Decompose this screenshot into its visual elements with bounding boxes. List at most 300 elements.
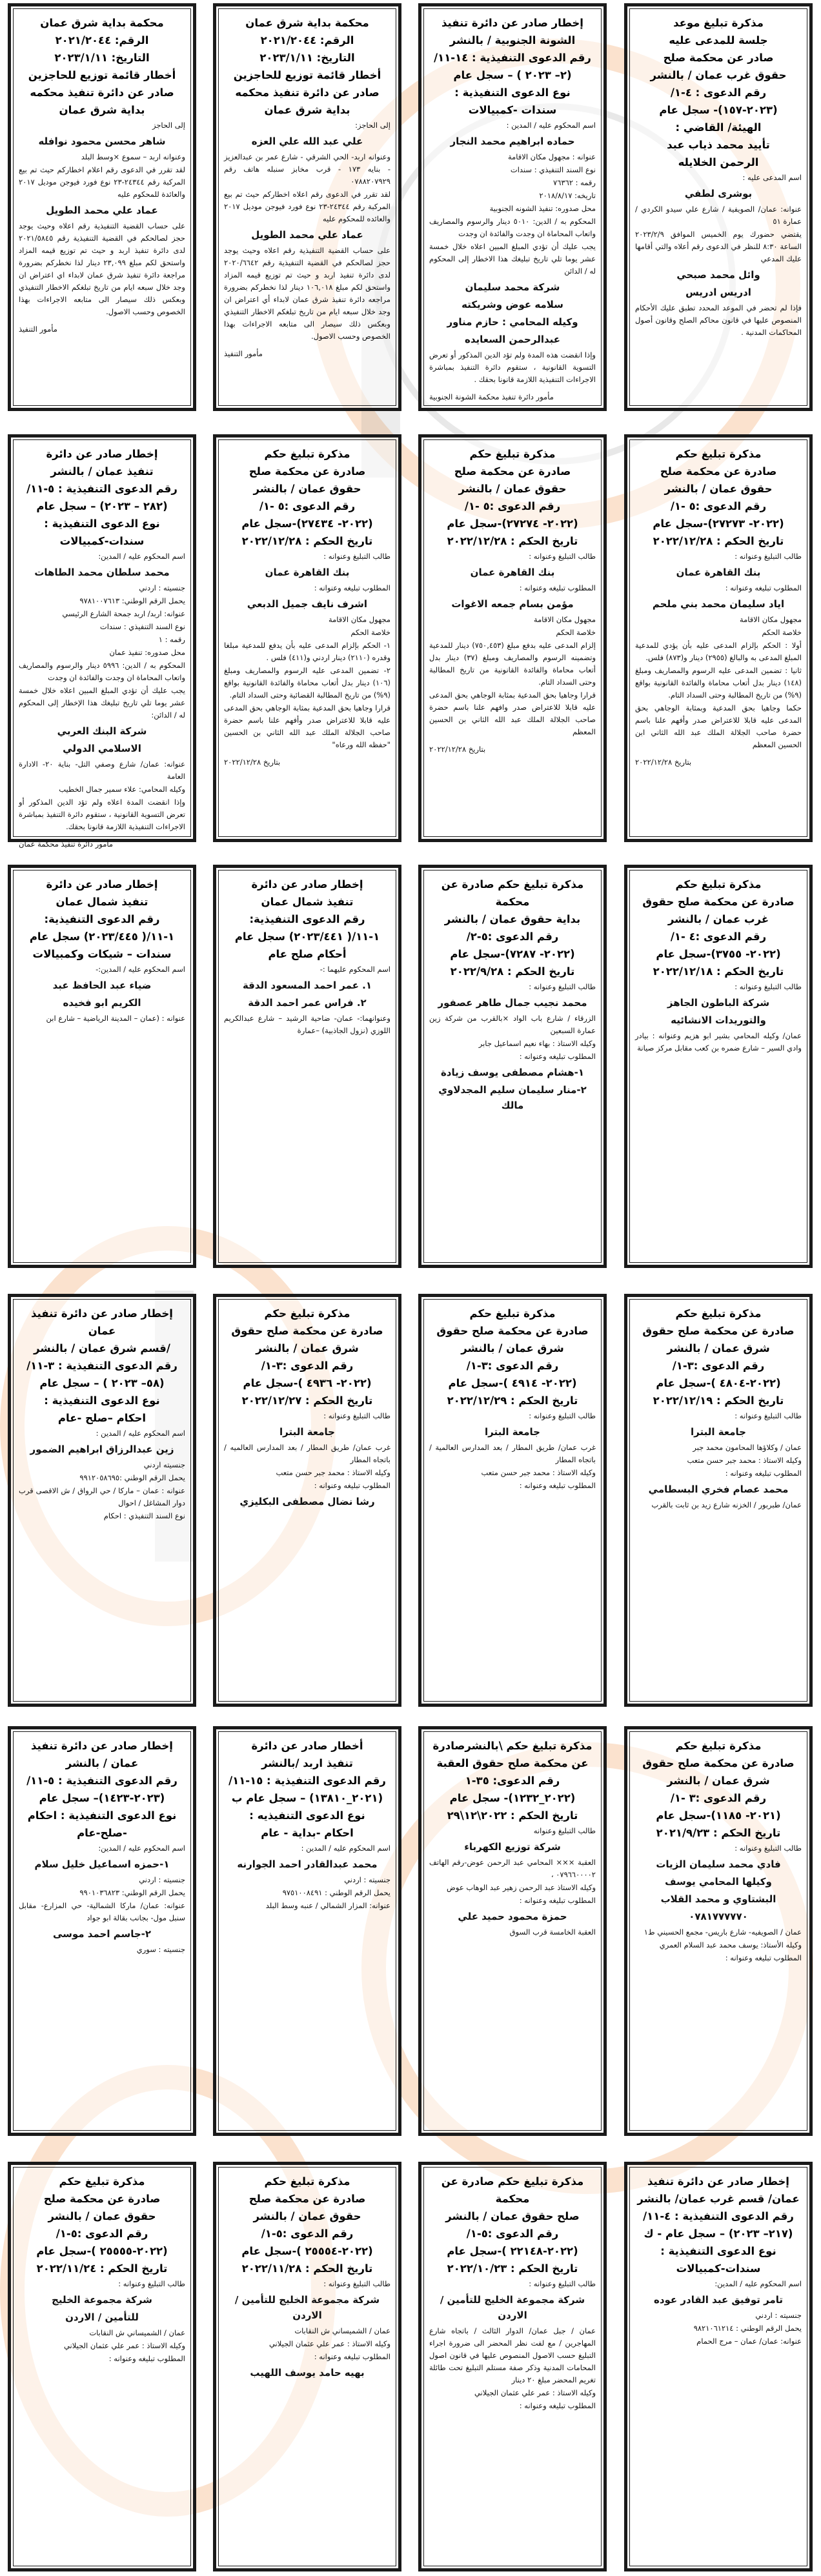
notice-signature: بتاريخ ٢٠٢٢/١٢/٢٨ (635, 758, 692, 767)
notice-box (418, 434, 607, 842)
notice-text: وكيله الاستاذ عبد الرحمن زهير عبد الوهاب عوض (446, 1883, 596, 1892)
notice-heading-line: (٢٠٢٢_١٢٣٢)- سجل عام (449, 1792, 576, 1804)
notice-heading-line: رقم الدعوى :٥-٢/ (466, 931, 559, 943)
notice-box (213, 865, 401, 1268)
notice-text: عمان / وكلاؤها المحامون محمد جبر (693, 1443, 802, 1452)
notice-heading-line: (٢٠٢٣-١٤٢٣)– سجل عام (39, 1792, 165, 1804)
notice-text: جنسيته : اردني (344, 1875, 390, 1884)
notice-heading-line: مذكرة تبليغ حكم (469, 1307, 556, 1320)
notice-heading-line: (٢٠٢٢- ٢٧٤٣٤)-سجل عام (241, 518, 373, 530)
notice-heading-line: تاريخ الحكم : ٢٠٢٢/١١/٢٨ (241, 2262, 373, 2275)
notice-text: فإذا لم تحضر في الموعد المحدد تطبق عليك الأحكام المنصوص عليها في قانون محاكم الصلح وقانون أصول المحاكمات المدنية . (635, 303, 802, 337)
notice-party-name: مؤمن بسام جمعه الاغوات (451, 598, 574, 610)
notice-heading-line: (٢٠٢٢-٤٨٠٤ )-سجل عام (656, 1377, 781, 1389)
notice-party-name: البشتاوي و محمد القلاب (660, 1893, 776, 1905)
notice-text: عمان / الشميساني ش النقابات (89, 2328, 185, 2337)
notice-heading-line: إخطار صادر عن دائرة (46, 878, 158, 891)
notice-text: عنوانه: عمان/ شارع وصفي التل- بناية ٢٠- الادارة العامة (19, 760, 185, 781)
notice-text: العقبة الخامسة قرب السوق (509, 1927, 596, 1937)
notice-text: جنسيته : اردني (139, 583, 185, 592)
notice-party-name: ٢-جاسم احمد موسى (52, 1928, 152, 1940)
notice-heading-line: رقم الدعوى التنفيذية : ٣-١١/ (26, 1360, 177, 1372)
notice-signature: بتاريخ ٢٠٢٢/١٢/٢٨ (429, 745, 486, 754)
notice-text: طالب التبليغ وعنوانه : (323, 552, 390, 561)
notice-box (418, 1294, 607, 1707)
notice-heading-line: تاريخ الحكم : ٢٠٢٢/١٢/٢٧ (241, 1394, 373, 1407)
notice-signature: بتاريخ ٢٠٢٢/١٢/٢٨ (224, 758, 281, 767)
notice-heading-line: سندات -كمبيالات (468, 104, 557, 116)
notice-heading-line: صادر عن محكمة صلح (663, 52, 774, 64)
notice-text: يقتضي حضورك يوم الخميس الموافق ٢٠٢٣/٢/٩ الساعة ٨:٣٠ للنظر في الدعوى رقم أعلاه والتي أقامها عليك المدعي (635, 230, 802, 263)
notice-heading-line: أخطار قائمة توزيع للحاجزين (233, 69, 381, 81)
notice-text: رقمه : ٧٦٣٦٢ (553, 178, 596, 187)
notice-box (624, 434, 813, 842)
notice-heading-line: (٥٨– ٢٠٢٣ ) – سجل عام (39, 1377, 165, 1389)
notice-heading-line: سندات – شيكات وكمبيالات (32, 948, 172, 960)
notice-text: يحمل الرقم الوطني: ٩٧٨١٠٠٧٦١٣ (79, 596, 185, 605)
notice-text: غرب عمان/ طريق المطار / بعد المدارس العالميه / باتجاه المطار (224, 1443, 390, 1464)
notice-text: طالب التبليغ وعنوانه : (529, 982, 596, 991)
notice-heading-line: نوع الدعوى التنفيذية : (660, 2245, 776, 2257)
notice-heading-line: مذكرة تبليغ حكم (264, 1307, 350, 1320)
notice-heading-line: مذكرة تبليغ حكم صادرة عن محكمة (441, 878, 584, 908)
notice-text: إلى الحاجز: (355, 121, 390, 130)
notice-box (624, 2162, 813, 2571)
notice-heading-line: /قسم شرق عمان / بالنشر (34, 1342, 170, 1354)
notice-heading-line: أخطار صادر عن دائرة (251, 1740, 363, 1752)
notice-box (8, 1294, 196, 1707)
notice-party-name: محمد نجيب جمال طاهر عصفور (438, 997, 587, 1009)
notice-text: لقد تقرر في الدعوى رقم اعلاه اخطاركم حيث تم بيع المركبة رقم ٢٤٣٤٤-٢٣ نوع فورد فيوجن موديل ٢٠١٧ والعائده للمحكوم عليه (224, 190, 390, 223)
notice-party-name: شركة مجموعة الخليج (52, 2294, 152, 2306)
notice-box (8, 2162, 196, 2571)
notice-heading-line: رقم الدعوى :٣-١/ (466, 1360, 559, 1372)
notice-text: عنوانه : (عمان – المدينة الرياضية – شارع ابن (46, 1014, 185, 1023)
notice-text: اسم المحكوم عليه / المدين:- (96, 965, 185, 974)
notice-text: عنوانه: المزار الشمالي / عنبه وسط البلد (265, 1901, 390, 1910)
notice-heading-line: مذكرة تبليغ حكم (675, 1307, 762, 1320)
notice-party-name: بهيه حامد يوسف اللهيب (250, 2367, 365, 2379)
notice-text: يجب عليك أن تؤدي المبلغ المبين اعلاه خلال خمسة عشر يوما تلي تاريخ تبليغك هذا الاخطار إلى المحكوم له / الدائن (429, 242, 596, 276)
notice-heading-line: (٢٠٢٢- ٢٧٢٧٣)-سجل عام (653, 518, 784, 530)
notice-text: وكيله الأستاذ: يوسف محمد عبد السلام العمري (659, 1940, 802, 1949)
notice-heading-line: تاريخ الحكم : ٢٠٢١/٩/٢٣ (656, 1827, 781, 1839)
notice-heading-line: إخطار صادر عن دائرة تنفيذ (647, 2175, 789, 2188)
notice-heading-line: رقم الدعوى التنفيذية : ٤-١١/ (643, 2210, 794, 2222)
notice-box (418, 865, 607, 1268)
notice-party-name: والتوريدات الانشائيه (671, 1014, 766, 1026)
notice-text: المطلوب تبليغه وعنوانه : (519, 2401, 596, 2410)
notice-text: اسم المحكوم عليه / المدين: (98, 1844, 185, 1853)
notice-heading-line: تاريخ الحكم : ٢٠٢٢/١٢/٢٨ (241, 535, 373, 547)
notice-text: اسم المحكوم عليه / المدين: (98, 552, 185, 561)
notice-text: وكيله المحامي: علاء سمير جمال الخطيب (59, 785, 185, 794)
notice-box (213, 434, 401, 842)
notice-text: نوع السند التنفيذي : سندات (510, 165, 596, 174)
notice-text: يحمل الرقم الوطني : ٩٧٥١٠٠٨٤٩١ (282, 1888, 390, 1897)
notice-heading-line: مذكرة تبليغ حكم صادرة عن محكمة (441, 2175, 584, 2205)
notice-heading-line: حقوق غرب عمان / بالنشر (650, 69, 787, 81)
notice-text: ثانيا : تضمين المدعى عليه الرسوم والمصاريف ومبلغ (١٤٨) دينار بدل أتعاب محاماة والفائدة القانونية بواقع (٩%) من تاريخ المطالبة وحتى السداد التام. (635, 666, 802, 699)
notice-party-name: شركة مجموعة الخليج للتأمين / الاردن (234, 2294, 380, 2321)
notice-heading-line: تنفيذ اربد /بالنشر (261, 1757, 353, 1769)
notice-heading-line: إخطار صادر عن دائرة (46, 448, 158, 460)
notice-party-name: جامعة البترا (484, 1426, 540, 1438)
notice-text: طالب التبليغ وعنوانه : (323, 2279, 390, 2288)
notice-heading-line: نوع الدعوى التنفيذية : (454, 86, 571, 99)
notice-heading-line: (٢٠٢٢- ٤٩٣٦ )-سجل عام (243, 1377, 372, 1389)
notice-text: يحمل الرقم الوطني :٩٩١٢٠٥٨٦٩٥ (79, 1473, 185, 1482)
notice-heading-line: رقم الدعوى التنفيذية : ٥-١١/ (26, 483, 177, 495)
notice-text: إلى الحاجز (152, 121, 185, 130)
notice-heading-line: صادرة عن محكمة صلح حقوق (436, 1325, 589, 1337)
notice-heading-line: أخطار قائمة توزيع للحاجزين (28, 69, 176, 81)
notice-text: المطلوب تبليغه وعنوانه : (519, 1481, 596, 1490)
notice-heading-line: رقم الدعوى :٥-١/ (466, 2228, 559, 2240)
notice-text: طالب التبليغ وعنوانه : (529, 2279, 596, 2288)
notice-text: محل صدوره: تنفيذ الشونه الجنوبية (489, 204, 596, 213)
notice-box (418, 2162, 607, 2571)
notice-text: عمان / جبل عمان/ الدوار الثالث / باتجاه شارع المهاجرين / مع لفت نظر المحضر الى ضرورة اجراء التبليغ حسب الاصول المنصوص عليها في قانون اصول المحامات المدنية وذكر صفة مستلم التبليغ تحت طائلة تغريم المحضر مبلغ ٢٠ دينار (429, 2326, 596, 2384)
notice-heading-line: عمان/ قسم غرب عمان/ بالنشر (637, 2193, 800, 2205)
notice-heading-line: الهيئة/ القاضي : (675, 121, 762, 134)
notice-heading-line: حقوق عمان / بالنشر (253, 2210, 361, 2222)
notice-heading-line: رقم الدعوى :٥ -١/ (464, 500, 561, 512)
notice-heading-line: التاريخ: ٢٠٢٣/١/١١ (259, 52, 355, 64)
notice-party-name: علي عبد الله علي العزه (251, 136, 363, 147)
notice-text: المطلوب تبليغه وعنوانه : (725, 1469, 802, 1478)
notice-text: لقد تقرر في الدعوى رقم اعلام اخطاركم حيث تم بيع المركبة رقم ٢٤٣٤٤-٢٣ نوع فورد فيوجن موديل ٢٠١٧ والعائدة للمحكوم عليه (19, 165, 185, 199)
notice-text: وإذا انقضت هذه المدة ولم تؤد الدين المذكور أو تعرض التسوية القانونية ، ستقوم دائرة التنفيذ بمباشرة الاجراءات التنفيذية اللازمة قانونا بحقك . (429, 350, 596, 384)
notice-text: عنوانه: عمان/ عمان – مرج الحمام (696, 2337, 802, 2346)
notice-text: المحكوم به / الدين: ٥٩٩٦ دينار والرسوم والمصاريف واتعاب المحاماة ان وجدت والفائدة ان وجدت (19, 661, 185, 682)
notice-heading-line: رقم الدعوى :٥ -١/ (259, 500, 356, 512)
notice-text: المطلوب تبليغه وعنوانه : (725, 583, 802, 592)
notice-text: ٢- تضمين المدعى عليه الرسوم والمصاريف ومبلغ (١٠٦) دينار بدل أتعاب محاماة والفائدة القانونية بواقع (٩%) من تاريخ المطالبة القضائية وحتى السداد التام. (224, 666, 390, 699)
notice-signature: مأمور التنفيذ (224, 349, 263, 358)
notice-text: المطلوب تبليغه وعنوانه : (314, 1481, 390, 1490)
notice-text: جنسيته : اردني (139, 1875, 185, 1884)
notice-heading-line: احكام -بداية - عام (261, 1827, 354, 1839)
notice-text: المطلوب تبليغه وعنوانه : (725, 1953, 802, 1962)
notice-text: خلاصة الحكم (762, 628, 802, 637)
notice-text: المطلوب تبليغه وعنوانه : (519, 583, 596, 592)
notice-text: وعنوانه اربد – سموع ×وسط البلد (81, 152, 185, 161)
notice-text: غرب عمان/ طريق المطار / بعد المدارس العالمية / باتجاه المطار (429, 1443, 596, 1464)
notice-heading-line: تاريخ الحكم : ٢٠٢٢/١٢/٢٨ (447, 535, 578, 547)
notice-party-name: الاسلامي الدولي (63, 743, 141, 754)
notice-heading-line: جلسة للمدعى عليه (669, 34, 768, 46)
notice-heading-line: صادرة عن محكمة صلح (660, 465, 777, 478)
notice-text: وكيله الاستاذ : عمر علي عثمان الجيلاني (63, 2341, 185, 2350)
notice-heading-line: رقم الدعوى :٥-١/ (261, 2228, 354, 2240)
notice-party-name: محمد عصام فخري البسطامي (648, 1484, 789, 1495)
notice-text: وكيله الاستاذ : محمد جبر حسن متعب (276, 1468, 390, 1477)
notice-party-name: سلامه عوض وشريكته (461, 299, 563, 310)
notice-text: وكيله الاستاذ : عمر علي عثمان الجيلاني (474, 2388, 596, 2397)
notice-party-name: ادريس ادريس (685, 287, 751, 298)
notice-heading-line: مذكرة تبليغ حكم \بالنشرصادرة (432, 1740, 593, 1752)
notice-heading-line: تاريخ الحكم : ٢٠٢٢/٩/٢٨ (450, 965, 575, 978)
notice-box (418, 1726, 607, 2136)
notice-box (624, 1726, 813, 2136)
notice-text: خلاصة الحكم (556, 628, 596, 637)
notice-box (213, 1294, 401, 1707)
notice-heading-line: بداية شرق عمان (264, 104, 350, 116)
notice-heading-line: (٢٠٢٢- ٢٧٢٧٤)-سجل عام (447, 518, 578, 530)
notice-heading-line: تاريخ الحكم : ٢٠٢٢/١٠/٢٣ (447, 2262, 578, 2275)
notice-heading-line: صلح حقوق عمان / بالنشر (445, 2210, 580, 2222)
notice-party-name: شركة الباطون الجاهز (667, 997, 770, 1009)
notice-heading-line: مذكرة تبليغ حكم (264, 2175, 350, 2188)
notice-party-name: ٠٧٨١٧٧٧٧٧٠ (689, 1911, 748, 1922)
notice-text: يحمل الرقم الوطني : ٩٨٢١٠٦١٢١٤ (693, 2324, 802, 2333)
notice-heading-line: رقم الدعوى :٣-١/ (261, 1360, 354, 1372)
notice-text: عنوانه: اربد/ اربد جمحة الشارع الرئيسي (62, 609, 185, 618)
notice-heading-line: تاريخ الحكم : ٢٠٢٢/١٢/٢٩ (447, 1394, 578, 1407)
notice-text: جنسيته : سوري (136, 1945, 185, 1954)
notice-text: مجهول مكان الاقامة (533, 615, 596, 624)
notice-heading-line: سندات-كمبيالات (676, 2262, 761, 2275)
notice-party-name: ١. عمر احمد المسعود الدقة (242, 980, 372, 991)
notice-party-name: ١-هشام مصطفى يوسف زيادة (440, 1067, 585, 1078)
notice-party-name: وكيلها المحامي يوسف (665, 1876, 772, 1887)
notice-heading-line: محكمة بداية شرق عمان (245, 17, 369, 29)
notice-heading-line: التاريخ: ٢٠٢٣/١/١١ (54, 52, 150, 64)
notice-heading-line: إخطار صادر عن دائرة تنفيذ (441, 17, 583, 29)
notice-text: طالب التبليغ وعنوانه : (735, 982, 802, 991)
notice-heading-line: صادرة عن محكمة صلح (454, 465, 571, 478)
notice-box (624, 3, 813, 411)
notice-text: طالب التبليغ وعنوانه : (735, 552, 802, 561)
notice-text: طالب التبليغ وعنوانه : (735, 1411, 802, 1420)
notice-text: المطلوب تبليغه وعنوانه : (108, 2354, 185, 2363)
notice-heading-line: شرق عمان / بالنشر (667, 1775, 770, 1787)
notice-signature: مأمور دائرة تنفيذ محكمة الشونة الجنوبية (429, 392, 554, 401)
notice-heading-line: صادرة عن محكمة صلح حقوق (642, 896, 795, 908)
notice-text: اسم المحكوم عليه / المدين : (506, 121, 596, 130)
notice-text: اسم المحكوم عليه / المدين : (301, 1844, 390, 1853)
notice-text: مجهول مكان الاقامة (328, 615, 390, 624)
notice-text: عمان/ وكيله المحامي بشير ابو هزيم وعنوانه : بيادر وادي السير – شارع ضمره بن كعب مقابل مركز صيانة (635, 1031, 802, 1052)
notice-box (624, 1294, 813, 1707)
notice-heading-line: صادرة عن محكمة صلح حقوق (231, 1325, 383, 1337)
notice-party-name: ٢. فراس عمر احمد الدقة (248, 997, 367, 1009)
notice-heading-line: رقم الدعوى :٣ -١/ (670, 1792, 767, 1804)
notice-text: طالب التبليغ وعنوانه : (323, 1411, 390, 1420)
notice-party-name: بنك القاهرة عمان (265, 567, 350, 578)
notice-text: قرارا وجاهيا بحق المدعية بمثابة الوجاهي بحق المدعى عليه قابلا للاعتراض صدر وأفهم علنا باسم حضرة صاحب الجلالة الملك عبد الله الثاني بن الحسين "حفظه الله ورعاه" (224, 703, 390, 749)
notice-box (8, 865, 196, 1268)
notice-heading-line: رقم الدعوى: ٣٥-١ (465, 1775, 560, 1787)
notice-party-name: تامر توفيق عبد القادر عوده (653, 2294, 784, 2306)
notice-party-name: بوشرى لطفي (684, 188, 753, 199)
notice-heading-line: (٢٠٢٢-٢٥٥٥٥ )-سجل عام (36, 2245, 168, 2257)
notice-heading-line: (٢٠٢٣-١٥٧)- سجل عام (659, 104, 778, 116)
notice-party-name: شركة محمد سليمان (465, 281, 560, 293)
notice-party-name: ١-حمزه اسماعيل خليل سلام (34, 1858, 170, 1870)
notice-heading-line: الرقم: ٢٠٢١/٢٠٤٤ (55, 34, 149, 46)
notice-text: على حساب القضية التنفيذية رقم اعلاه وحيث يوجد حجز لصالحكم في القضية التنفيذية رقم ٢٠٢١/٥٨٤٥ لدى دائرة تنفيذ اربد و حيث تم توزيع قيمه المزاد واستحق لكم مبلغ ٢٣,٠٩٩ دينار لذا نخطركم بضرورة مراجعة دائرة تنفيذ شرق عمان لابداء اي اعتراض ان وجد خلال سبعه ايام من تاريخ تبلغكم الاخطار التنفيذي وبعكس ذلك سيصار الى متابعه الاجراءات بهذا الخصوص وحسب الاصول. (19, 221, 186, 316)
notice-party-name: عماد علي محمد الطويل (251, 229, 363, 241)
notice-text: مجهول مكان الاقامة (739, 615, 802, 624)
notice-text: اسم المحكوم عليه / المدين : (96, 1429, 185, 1438)
notice-heading-line: رقم الدعوى التنفيذية : ١٤-١١/ (434, 52, 591, 64)
notice-heading-line: رقم الدعوى :٣-١/ (672, 1360, 765, 1372)
notice-heading-line: مذكرة تبليغ حكم (675, 1740, 762, 1752)
notice-heading-line: إخطار صادر عن دائرة (251, 878, 363, 891)
notice-party-name: شركة البنك العربي (57, 725, 147, 737)
notice-heading-line: شرق عمان / بالنشر (256, 1342, 359, 1354)
notice-text: اسم المحكوم عليهما :- (319, 965, 390, 974)
notice-heading-line: تنفيذ شمال عمان (261, 896, 354, 908)
notice-party-name: الكريم ابو فخيده (63, 997, 141, 1009)
notice-heading-line: رقم الدعوى :٥-١/ (56, 2228, 148, 2240)
notice-heading-line: (٢٠٢٢- ٧٢٨٧)-سجل عام (450, 948, 575, 960)
notice-heading-line: صادرة عن محكمة صلح (248, 465, 366, 478)
notice-party-name: اياد سليمان محمد بني ملحم (652, 598, 785, 610)
notice-box (418, 3, 607, 411)
notice-text: المطلوب تبليغه وعنوانه : (519, 1052, 596, 1061)
notice-text: رقمه : ١ (158, 635, 185, 644)
notice-heading-line: (٢١٧– ٢٠٢٣) – سجل عام - ك (644, 2228, 793, 2240)
notice-party-name: زين عبدالرزاق ابراهيم الضمور (30, 1444, 174, 1455)
notice-party-name: جامعة البترا (279, 1426, 335, 1438)
notice-heading-line: (٢– ٢٠٢٣ ) – سجل عام (453, 69, 572, 81)
notice-party-name: عماد علي محمد الطويل (46, 205, 158, 216)
notice-heading-line: مذكرة تبليغ حكم (469, 448, 556, 460)
notice-text: وإذا انقضت المدة اعلاه ولم تؤد الدين المذكور أو تعرض التسوية القانونية ، ستقوم دائرة التنفيذ بمباشرة الاجراءات التنفيذية اللازمة قانونا بحقك. (19, 798, 185, 831)
notice-heading-line: صادر عن دائرة تنفيذ محكمه (235, 86, 380, 99)
notice-text: وعنوانه اربد- الحي الشرقي - شارع عمر بن عبدالعزيز - بنايه ١٧٣ - قرب مخابز سنبله هاتف رقم ٠٧٨٨٢٠٧٩٢٩ (224, 152, 390, 186)
notice-heading-line: نوع الدعوى التنفيذية : (44, 518, 160, 530)
notice-heading-line: رقم الدعوى :٤ -١/ (670, 931, 767, 943)
notice-text: عنوانه : مجهول مكان الاقامة (507, 152, 596, 161)
notice-text: اسم المحكوم عليه / المدين: (715, 2279, 802, 2288)
notice-heading-line: (٢٠٢٢-٢٢١٤٨ )-سجل عام (447, 2245, 578, 2257)
notice-party-name: شركة توزيع الكهرباء (464, 1841, 561, 1853)
notice-text: وكيله الاستاذ : عمر علي عثمان الجيلاني (269, 2339, 390, 2348)
notice-heading-line: إخطار صادر عن دائرة تنفيذ عمان (31, 1307, 173, 1337)
notice-heading-line: صادرة عن محكمة صلح (43, 2193, 161, 2205)
notice-text: تاريخه: ٢٠١٨/٨/١٧ (539, 191, 596, 200)
notice-heading-line: بداية شرق عمان (59, 104, 145, 116)
notice-box (8, 434, 196, 849)
notice-party-name: بنك القاهرة عمان (470, 567, 555, 578)
notice-text: المطلوب تبليغه وعنوانه : (519, 1896, 596, 1905)
notice-text: وكيله الاستاذ : محمد جبر حسن متعب (481, 1468, 596, 1477)
notice-heading-line: حقوق عمان / بالنشر (458, 483, 567, 495)
notice-heading-line: (٢٠٢٢- ٤٩١٤ )-سجل عام (448, 1377, 577, 1389)
notice-heading-line: صادرة عن محكمة صلح (248, 2193, 366, 2205)
notice-heading-line: سندات-كمبيالات (59, 535, 145, 547)
notice-party-name: بنك القاهرة عمان (676, 567, 761, 578)
notice-text: اسم المدعى عليه : (742, 173, 802, 182)
notice-text: حكما وجاهيا بحق المدعية وبمثابة الوجاهي بحق المدعى عليه قابلا للاعتراض صدر وأفهم علنا باسم حضرة صاحب الجلالة الملك عبد الله الثاني ابن الحسين المعظم (635, 703, 802, 749)
notice-heading-line: صادرة عن محكمة صلح حقوق (642, 1757, 795, 1769)
notice-heading-line: تنفيذ شمال عمان (56, 896, 148, 908)
notice-text: جنسيته : اردني (755, 2311, 802, 2320)
notice-heading-line: (٢٠٢١_١٣٨١٠) – سجل عام ب (231, 1792, 383, 1804)
notice-heading-line: شرق عمان / بالنشر (461, 1342, 564, 1354)
notice-party-name: ضياء عبد الحافظ عبد (52, 980, 152, 991)
notice-text: المطلوب تبليغه وعنوانه : (314, 583, 390, 592)
notice-heading-line: تنفيذ عمان / بالنشر (50, 465, 154, 478)
notice-text: نوع السند التنفيذي : سندات (99, 622, 185, 631)
notice-heading-line: حقوق عمان / بالنشر (48, 2210, 156, 2222)
notice-heading-line: الرحمن الخلايله (678, 156, 759, 168)
notice-heading-line: ١-١١/( ٢٠٢٣/٤٤١) سجل عام (234, 931, 380, 943)
notice-heading-line: حقوق عمان / بالنشر (664, 483, 773, 495)
notice-text: الزرقاء / شارع باب الواد ×بالقرب من شركة زين عمارة السبعين (429, 1014, 596, 1035)
notice-heading-line: احكام –صلح -عام (57, 1412, 147, 1424)
notice-box (213, 1726, 401, 2136)
notice-heading-line: نوع الدعوى التنفيذيه : (249, 1809, 365, 1822)
notice-text: وكيله الاستاذ : بهاء نعيم اسماعيل جابر (478, 1039, 596, 1048)
notice-heading-line: مذكرة تبليغ موعد (673, 17, 764, 29)
notice-box (8, 3, 196, 411)
notice-text: على حساب القضية التنفيذية رقم اعلاه وحيث يوجد حجز لصالحكم في القضية التنفيذية رقم ٢٠٢٠/٦٦٤٢ لدى دائرة تنفيذ اربد و حيث تم توزيع قيمه المزاد واستحق لكم مبلغ ١٠٦,٠١٨ دينار لذا نخطركم بضرورة مراجعه دائرة تنفيذ شرق عمان لابداء أي اعتراض ان وجد خلال سبعه ايام من تاريخ تبلغكم الاخطار التنفيذي وبعكس ذلك سيصار الى متابعه الاجراءات بهذا الخصوص وحسب الاصول. (224, 246, 390, 341)
notice-party-name: رشا نضال مصطفى البكليزي (239, 1496, 375, 1507)
notice-heading-line: (٢٠٢٢- ٣٧٥٥)-سجل عام (656, 948, 781, 960)
notice-heading-line: عن محكمة صلح حقوق العقبة (436, 1757, 589, 1769)
notice-text: يحمل الرقم الوطني: ٩٩٠١٠٣٦٨٢٣ (79, 1888, 185, 1897)
notice-box (213, 3, 401, 411)
notice-party-name: محمد عبدالقادر احمد الجوارنه (237, 1858, 378, 1870)
notice-heading-line: حقوق عمان / بالنشر (253, 483, 361, 495)
notice-party-name: جامعة البترا (690, 1426, 746, 1438)
notice-text: يجب عليك أن تؤدي المبلغ المبين اعلاه خلال خمسة عشر يوما تلي تاريخ تبليغك هذا الإخطار إلى المحكوم له / الدائن: (19, 686, 185, 719)
notice-text: طالب التبليغ وعنوانه : (118, 2279, 185, 2288)
notice-text: العقبة ××× المحامي عبد الرحمن عوض-رقم الهاتف ٠٧٩٦٦٠٠٠٠٢ ، (429, 1858, 596, 1879)
notice-heading-line: تاريخ الحكم : ٢٠٢٢/١١/٢٤ (36, 2262, 168, 2275)
notice-text: خلاصة الحكم (350, 628, 390, 637)
notice-text: عمان / الشميساني ش النقابات (294, 2326, 390, 2335)
notice-heading-line: صادرة عن محكمة صلح حقوق (642, 1325, 795, 1337)
notice-party-name: وكيله المحامي : حازم مناور (447, 316, 578, 328)
notice-heading-line: تاريخ الحكم : ٢٠٢٢/١٢/١٩ (653, 1394, 784, 1407)
notice-heading-line: (٢٨٢ – ٢٠٢٣) – سجل عام (36, 500, 168, 512)
notice-box (624, 865, 813, 1268)
notice-text: وعنوانهما:- عمان- ضاحية الرشيد – شارع عبدالكريم اللوزي (نزول الجاذبية) –عمارة (224, 1014, 390, 1035)
notice-text: إلزام المدعى عليه بدفع مبلغ (٧٥٠,٤٥٣) دينار للمدعية وتضمينه الرسوم والمصاريف ومبلغ (٣٧) دينار بدل أتعاب محاماة والفائدة القانونية من تاريخ المطالبة وحتى السداد التام. (429, 641, 596, 687)
notice-heading-line: رقم الدعوى التنفيذية : ١٥-١١/ (228, 1775, 386, 1787)
notice-text: عنوانه: عمان/ الصويفية / شارع علي سيدو الكردي / عمارة ٥١ (635, 205, 802, 226)
notice-heading-line: أحكام صلح عام (268, 948, 347, 960)
notice-text: نوع السند التنفيذي : احكام (103, 1511, 185, 1520)
notice-heading-line: غرب عمان / بالنشر (667, 913, 769, 925)
notice-heading-line: مذكرة تبليغ حكم (59, 2175, 145, 2188)
notice-heading-line: عمان / بالنشر (65, 1757, 139, 1769)
notice-party-name: حماده ابراهيم محمد النجار (450, 136, 575, 147)
notice-signature: مأمور التنفيذ (19, 325, 57, 334)
notice-heading-line: رقم الدعوى :٥ -١/ (670, 500, 767, 512)
notice-text: ١- الحكم بإلزام المدعى عليه بأن يدفع للمدعية مبلغا وقدره (٢١١٠) دينار اردني و(٤١١) فلس . (224, 641, 390, 662)
notice-text: عمان / الصويفيه- شارع باريس- مجمع الحسيني ط١ (644, 1927, 802, 1937)
notice-heading-line: مذكرة تبليغ حكم (675, 448, 762, 460)
notice-party-name: عبدالرحمن السعايده (464, 334, 560, 345)
notice-text: طالب التبليغ وعنوانه : (529, 552, 596, 561)
notice-text: طالب التبليغ وعنوانه (533, 1826, 596, 1835)
notice-text: وكيله الاستاذ : محمد جبر حسن متعب (687, 1456, 802, 1465)
notice-text: قرارا وجاهيا بحق المدعية بمثابة الوجاهي بحق المدعى عليه قابلا للاعتراض صدر وافهم علنا باسم حضرة صاحب الجلالة الملك عبد الله الثاني بن الحسين المعظم (429, 690, 596, 736)
notice-heading-line: تاريخ الحكم : ٢٠٢٢\١٢\٢٩ (447, 1809, 578, 1822)
notice-heading-line: تأييد محمد ذياب عبد (667, 139, 770, 151)
notice-box (8, 1726, 196, 2136)
notice-heading-line: رقم الدعوى : ٤-١/ (670, 86, 767, 99)
notice-heading-line: شرق عمان / بالنشر (667, 1342, 770, 1354)
notice-heading-line: ١-١١/( ٢٠٢٣/٤٤٥) سجل عام (29, 931, 175, 943)
